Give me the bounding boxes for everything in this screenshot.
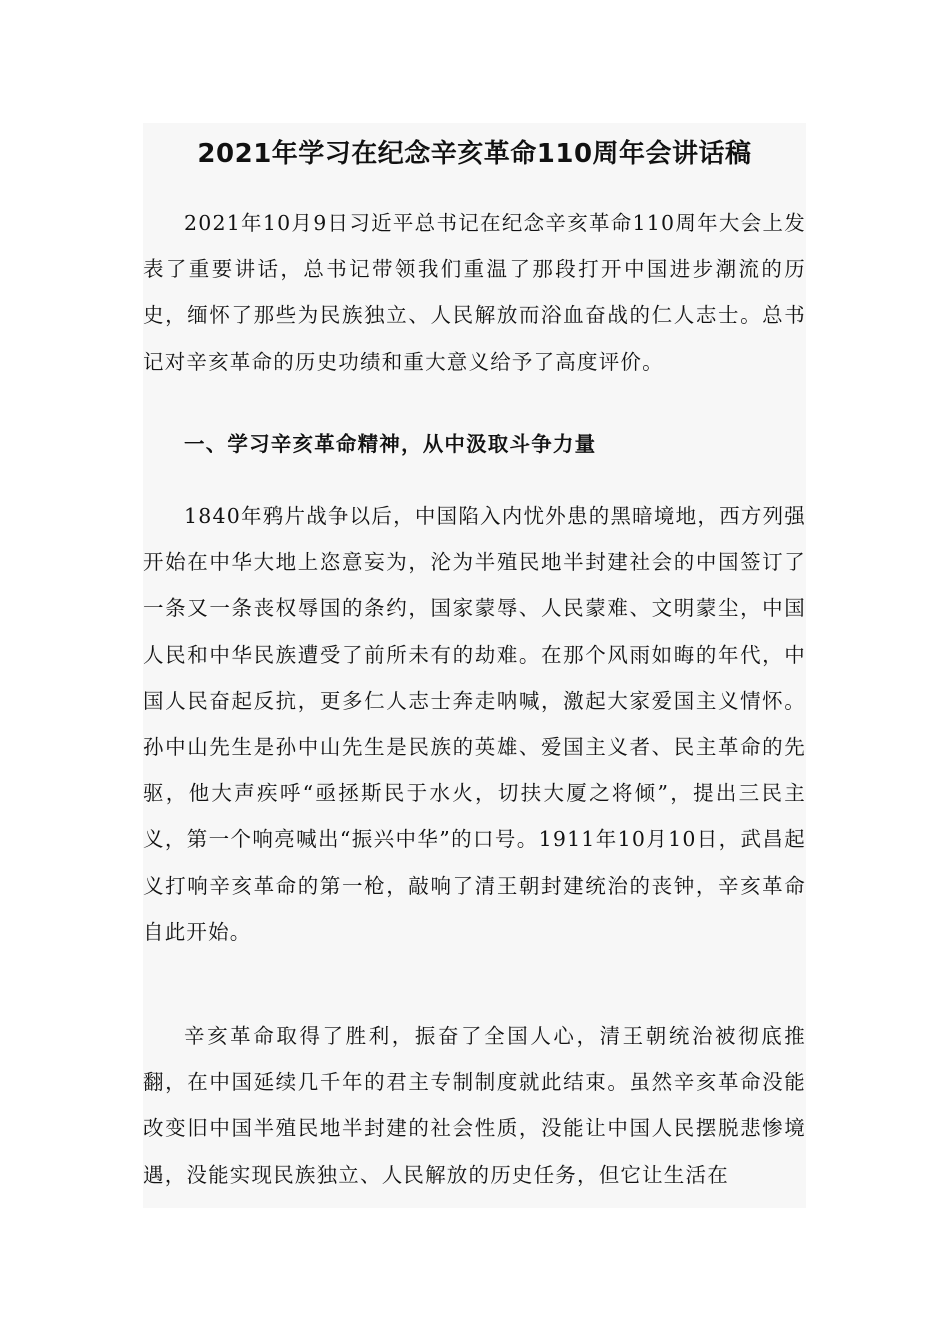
document-page (143, 123, 806, 1208)
paragraph-victory: 辛亥革命取得了胜利，振奋了全国人心，清王朝统治被彻底推翻，在中国延续几千年的君主专制制度就此结束。虽然辛亥革命没能改变旧中国半殖民地半封建的社会性质，没能让中国人民摆脱悲惨境遇，没能实现民族独立、人民解放的历史任务，但它让生活在 (143, 1024, 806, 1187)
paragraph-intro: 2021年10月9日习近平总书记在纪念辛亥革命110周年大会上发表了重要讲话，总书记带领我们重温了那段打开中国进步潮流的历史，缅怀了那些为民族独立、人民解放而浴血奋战的仁人志士。总书记对辛亥革命的历史功绩和重大意义给予了高度评价。 (143, 211, 806, 374)
paragraph-history: 1840年鸦片战争以后，中国陷入内忧外患的黑暗境地，西方列强开始在中华大地上恣意妄为，沦为半殖民地半封建社会的中国签订了一条又一条丧权辱国的条约，国家蒙辱、人民蒙难、文明蒙尘，中国人民和中华民族遭受了前所未有的劫难。在那个风雨如晦的年代，中国人民奋起反抗，更多仁人志士奔走呐喊，激起大家爱国主义情怀。孙中山先生是孙中山先生是民族的英雄、爱国主义者、民主革命的先驱，他大声疾呼“亟拯斯民于水火，切扶大厦之将倾”，提出三民主义，第一个响亮喊出“振兴中华”的口号。1911年10月10日，武昌起义打响辛亥革命的第一枪，敲响了清王朝封建统治的丧钟，辛亥革命自此开始。 (143, 504, 806, 944)
section-heading-1: 一、学习辛亥革命精神，从中汲取斗争力量 (184, 432, 597, 456)
document-title: 2021年学习在纪念辛亥革命110周年会讲话稿 (197, 139, 752, 169)
